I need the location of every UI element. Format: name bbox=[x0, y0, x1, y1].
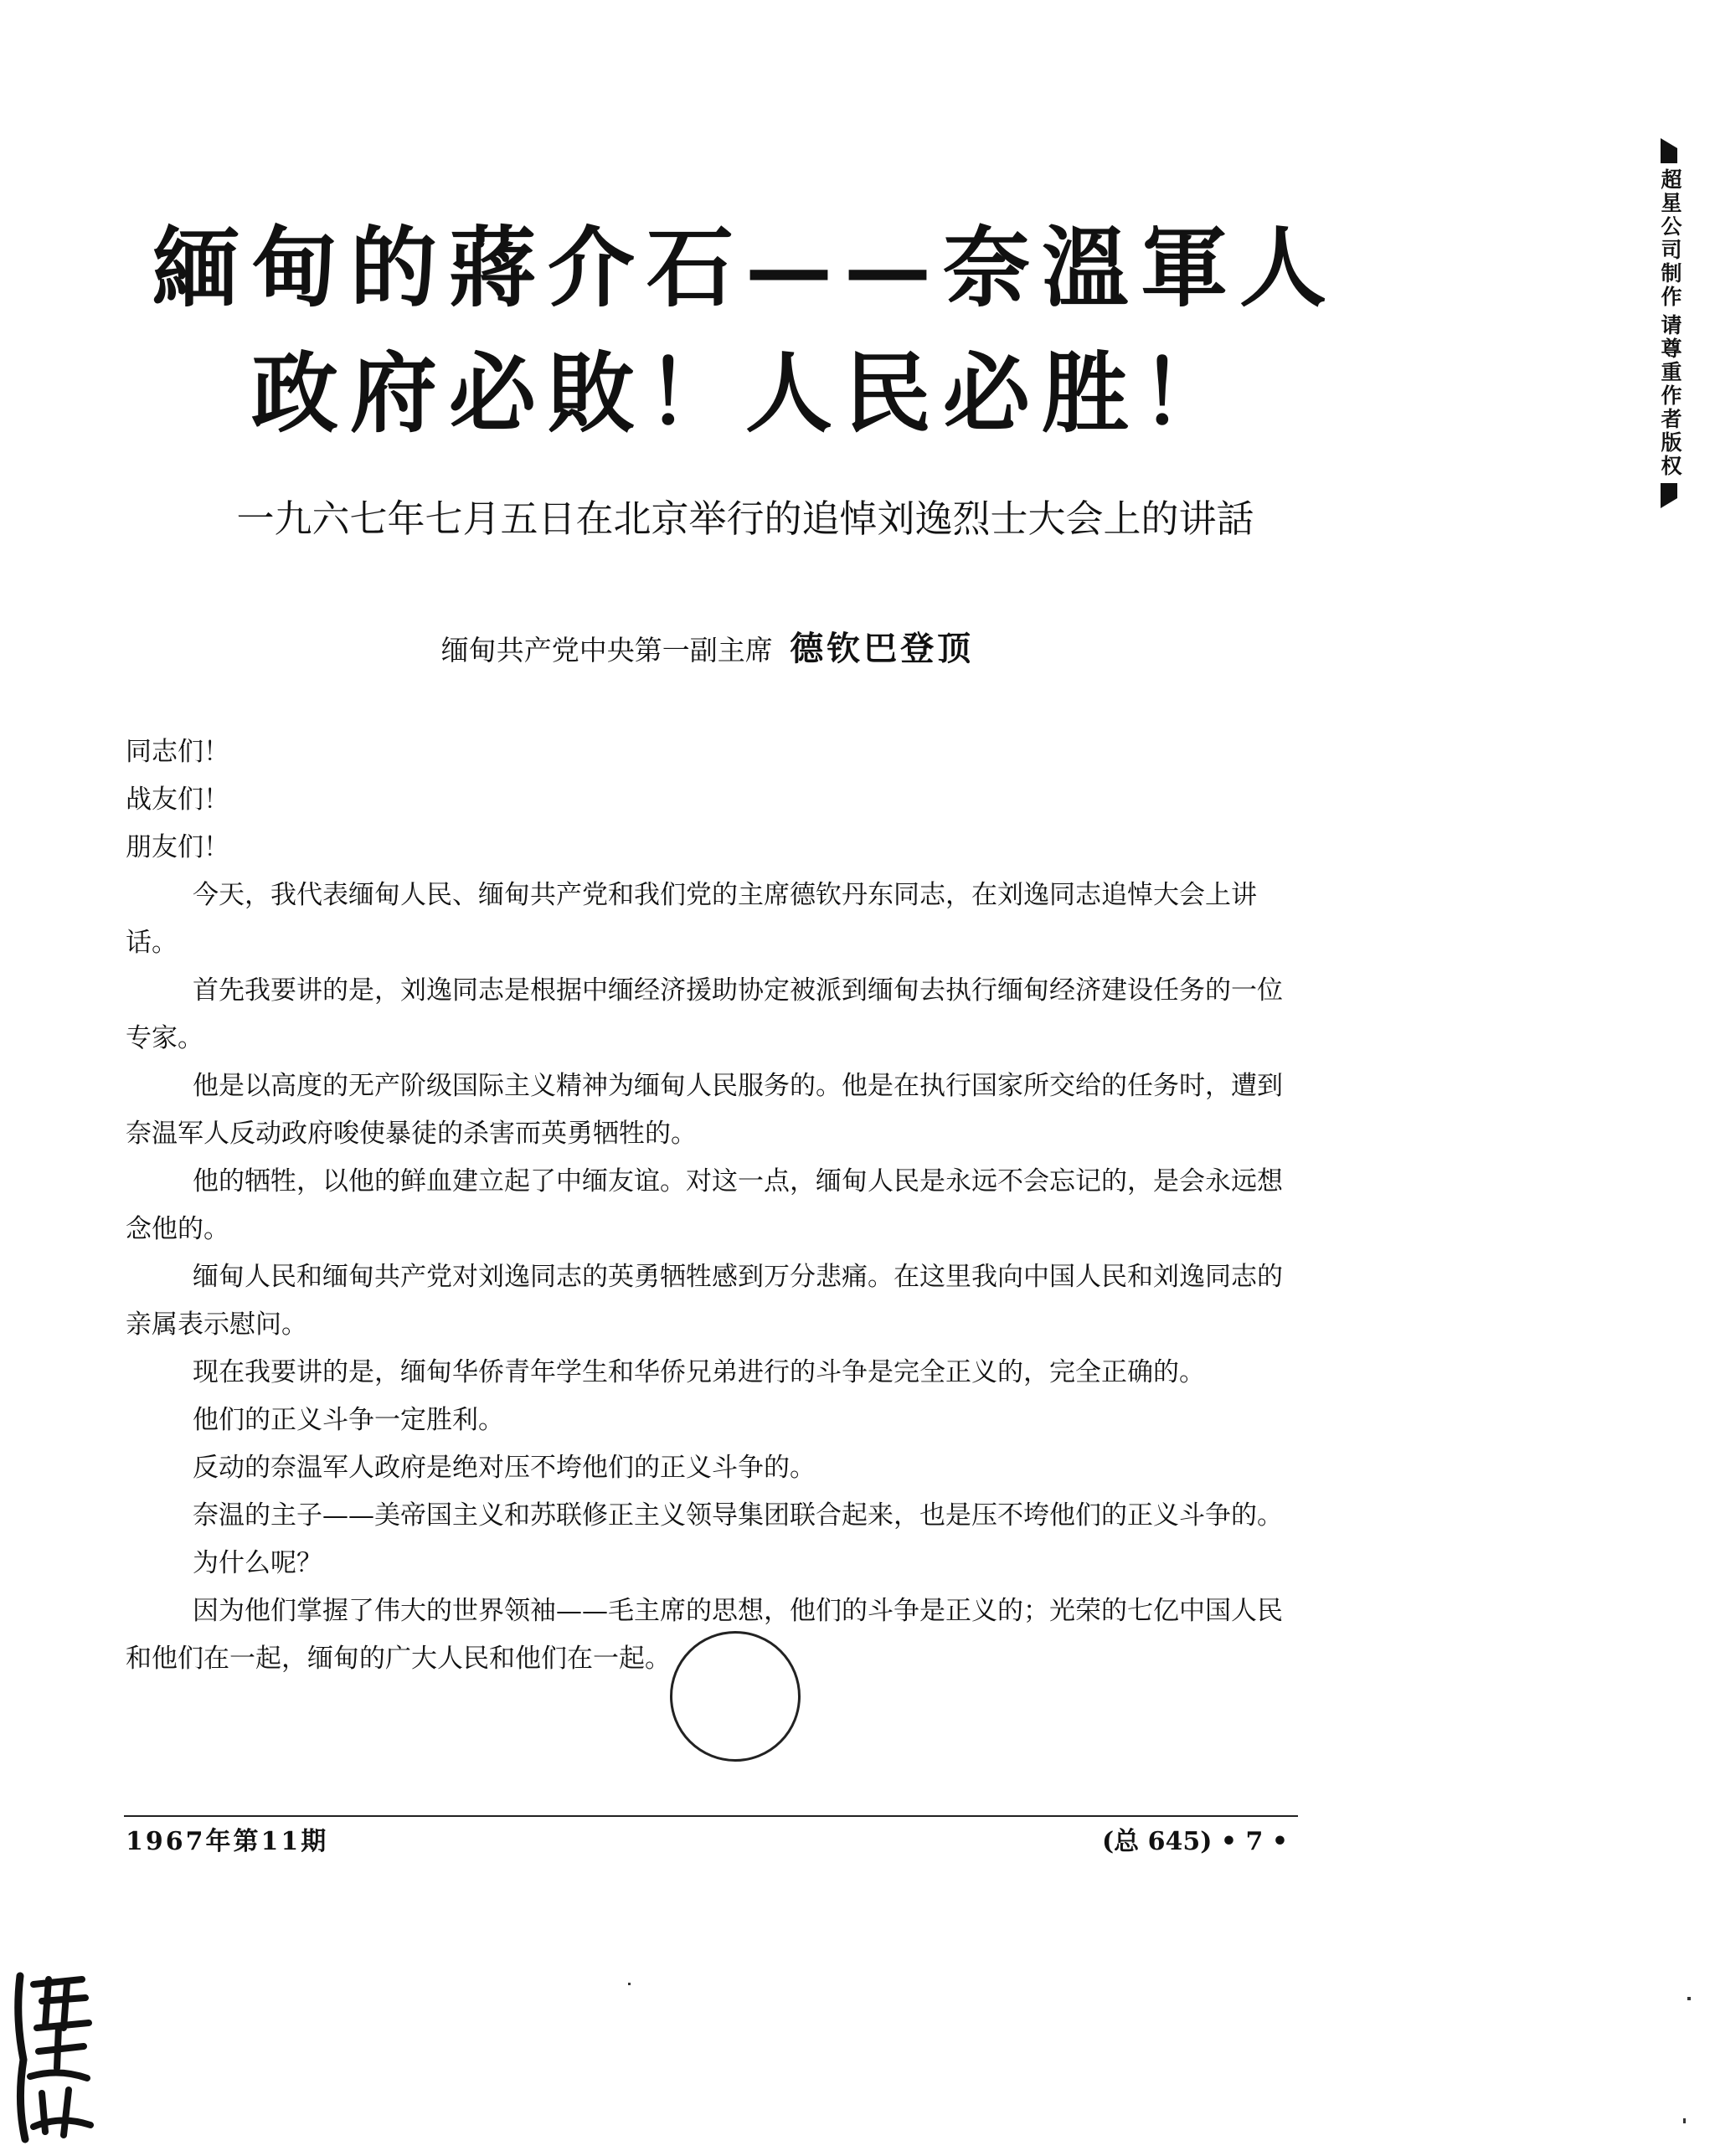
speck bbox=[1687, 1997, 1691, 2000]
body-text bbox=[126, 728, 1298, 1683]
speck bbox=[1683, 2118, 1686, 2123]
byline-position: 缅甸共产党中央第一副主席 bbox=[440, 634, 773, 666]
paragraph: 今天，我代表缅甸人民、缅甸共产党和我们党的主席德钦丹东同志，在刘逸同志追悼大会上讲话。 bbox=[126, 880, 1257, 958]
side-watermark-strip bbox=[1654, 138, 1704, 508]
circle-mark bbox=[670, 1631, 801, 1762]
paragraph: 现在我要讲的是，缅甸华侨青年学生和华侨兄弟进行的斗争是完全正义的，完全正确的。 bbox=[193, 1357, 1205, 1387]
paragraph: 缅甸人民和缅甸共产党对刘逸同志的英勇牺牲感到万分悲痛。在这里我向中国人民和刘逸同志的亲属表示慰问。 bbox=[126, 1262, 1283, 1340]
paragraph: 他们的正义斗争一定胜利。 bbox=[193, 1405, 504, 1435]
issue-label: 1967年第11期 bbox=[126, 1827, 329, 1856]
greeting: 朋友们！ bbox=[126, 832, 229, 862]
footer-rule bbox=[124, 1815, 1298, 1817]
paragraph: 为什么呢？ bbox=[193, 1548, 322, 1578]
side-label-part1: 超星公司制作 bbox=[1658, 168, 1682, 309]
speck bbox=[628, 1983, 631, 1985]
strip-bar-bottom bbox=[1661, 483, 1677, 508]
paragraph: 反动的奈温军人政府是绝对压不垮他们的正义斗争的。 bbox=[193, 1453, 816, 1483]
greeting: 同志们！ bbox=[126, 737, 229, 767]
paragraph: 首先我要讲的是，刘逸同志是根据中缅经济援助协定被派到缅甸去执行缅甸经济建设任务的一位专家。 bbox=[126, 975, 1283, 1053]
byline-author: 德钦巴登顶 bbox=[790, 629, 975, 668]
paragraph: 他的牺牲，以他的鲜血建立起了中缅友谊。对这一点，缅甸人民是永远不会忘记的，是会永远想念他的。 bbox=[126, 1166, 1283, 1244]
strip-bar-top bbox=[1661, 138, 1677, 163]
subtitle: 一九六七年七月五日在北京举行的追悼刘逸烈士大会上的讲話 bbox=[236, 497, 1254, 541]
byline bbox=[0, 624, 1415, 676]
page-number: (总 645) • 7 • bbox=[1101, 1827, 1288, 1856]
paragraph: 他是以高度的无产阶级国际主义精神为缅甸人民服务的。他是在执行国家所交给的任务时，遭到奈温军人反动政府唆使暴徒的杀害而英勇牺牲的。 bbox=[126, 1071, 1283, 1149]
seal-stamp-icon bbox=[8, 1968, 99, 2152]
side-label-part2: 请尊重作者版权 bbox=[1658, 314, 1682, 478]
page-title bbox=[0, 205, 1491, 456]
title-line-2: 政府必敗！人民必胜！ bbox=[250, 342, 1239, 445]
title-line-1: 緬甸的蔣介石——奈溫軍人 bbox=[152, 216, 1338, 319]
paragraph: 奈温的主子——美帝国主义和苏联修正主义领导集团联合起来，也是压不垮他们的正义斗争的。 bbox=[193, 1500, 1283, 1531]
greeting: 战友们！ bbox=[126, 785, 229, 815]
paragraph: 因为他们掌握了伟大的世界领袖——毛主席的思想，他们的斗争是正义的；光荣的七亿中国人民和他们在一起，缅甸的广大人民和他们在一起。 bbox=[126, 1596, 1283, 1674]
